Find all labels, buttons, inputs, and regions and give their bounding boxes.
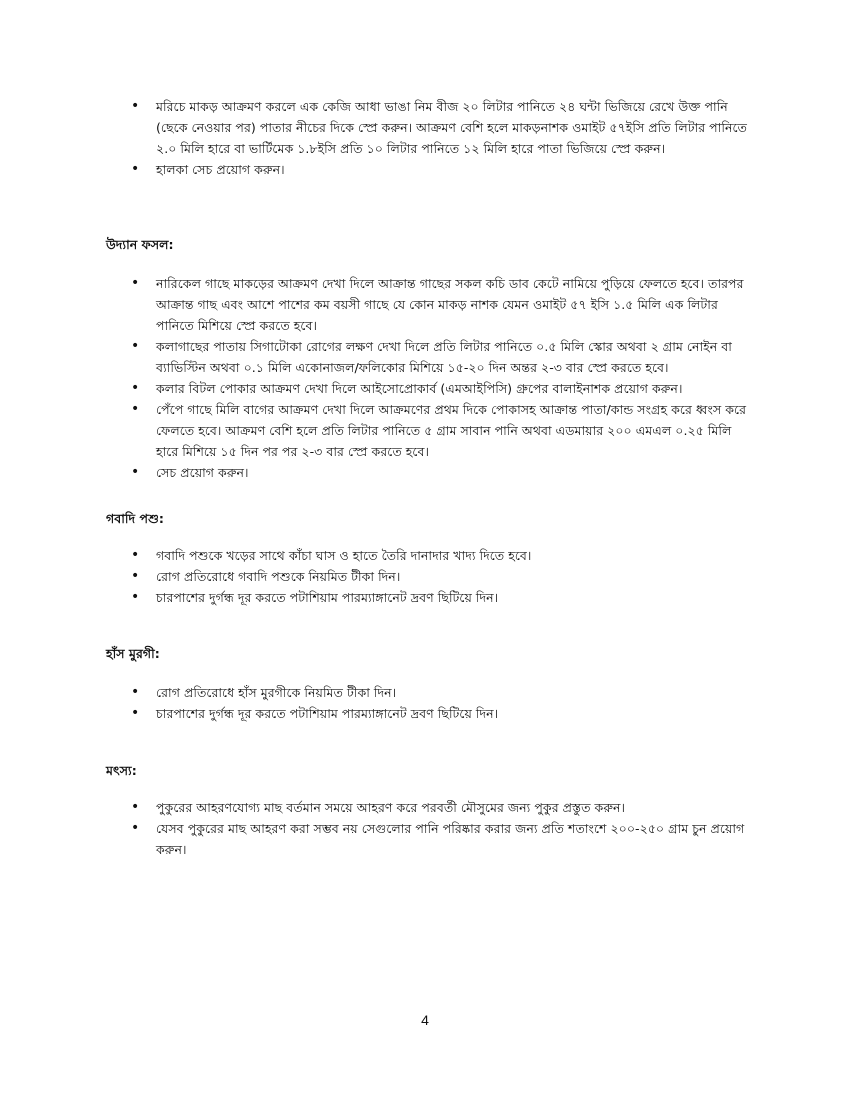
list-item: • কলাগাছের পাতায় সিগাটোকা রোগের লক্ষণ দেখা দিলে প্রতি লিটার পানিতে ০.৫ মিলি স্কোর অথবা ২ গ্রাম নোইন বা ব্যাভিস্টিন অথবা ০.১ মিলি একোনাজল/ফলিকোর মিশিয়ে ১৫-২০ দিন অন্তর ২-৩ বার স্প্রে করতে হবে। [0,336,756,378]
list-item: • হালকা সেচ প্রয়োগ করুন। [0,159,756,180]
list-item: • চারপাশের দুর্গন্ধ দূর করতে পটাশিয়াম পারম্যাঙ্গানেট দ্রবণ ছিটিয়ে দিন। [0,703,756,724]
list-item: • রোগ প্রতিরোধে হাঁস মুরগীকে নিয়মিত টীকা দিন। [0,682,756,703]
list-item: • গবাদি পশুকে খড়ের সাথে কাঁচা ঘাস ও হাতে তৈরি দানাদার খাদ্য দিতে হবে। [0,545,756,566]
list-item: • মরিচে মাকড় আক্রমণ করলে এক কেজি আধা ভাঙা নিম বীজ ২০ লিটার পানিতে ২৪ ঘন্টা ভিজিয়ে রেখে উক্ত পানি (ছেকে নেওয়ার পর) পাতার নীচের দিকে স্প্রে করুন। আক্রমণ বেশি হলে মাকড়নাশক ওমাইট ৫৭ইসি প্রতি লিটার পানিতে ২.০ মিলি হারে বা ভার্টিমেক ১.৮ইসি প্রতি ১০ লিটার পানিতে ১২ মিলি হারে পাতা ভিজিয়ে স্প্রে করুন। [0,96,756,159]
list-item: • সেচ প্রয়োগ করুন। [0,462,756,483]
section-heading-livestock: গবাদি পশু: [106,511,164,526]
livestock-bullet-list [0,545,756,608]
list-item: • কলার বিটল পোকার আক্রমণ দেখা দিলে আইসোপ্রোকার্ব (এমআইপিসি) গ্রুপের বালাইনাশক প্রয়োগ করুন। [0,378,756,399]
section-heading-horticulture: উদ্যান ফসল: [106,237,174,252]
page-number: 4 [421,1012,429,1028]
list-item: • পুকুরের আহরণযোগ্য মাছ বর্তমান সময়ে আহরণ করে পরবর্তী মৌসুমের জন্য পুকুর প্রস্তুত করুন। [0,797,756,818]
fisheries-bullet-list [0,797,756,860]
horticulture-bullet-list [0,273,756,483]
list-item: • যেসব পুকুরের মাছ আহরণ করা সম্ভব নয় সেগুলোর পানি পরিষ্কার করার জন্য প্রতি শতাংশে ২০০-২৫০ গ্রাম চুন প্রয়োগ করুন। [0,818,756,860]
chili-bullet-list [0,96,756,180]
list-item: • পেঁপে গাছে মিলি বাগের আক্রমণ দেখা দিলে আক্রমণের প্রথম দিকে পোকাসহ আক্রান্ত পাতা/কান্ড সংগ্রহ করে ধ্বংস করে ফেলতে হবে। আক্রমণ বেশি হলে প্রতি লিটার পানিতে ৫ গ্রাম সাবান পানি অথবা এডমায়ার ২০০ এমএল ০.২৫ মিলি হারে মিশিয়ে ১৫ দিন পর পর ২-৩ বার স্প্রে করতে হবে। [0,399,756,462]
list-item: • রোগ প্রতিরোধে গবাদি পশুকে নিয়মিত টীকা দিন। [0,566,756,587]
section-heading-fisheries: মৎস্য: [106,763,137,778]
list-item: • নারিকেল গাছে মাকড়ের আক্রমণ দেখা দিলে আক্রান্ত গাছের সকল কচি ডাব কেটে নামিয়ে পুড়িয়ে ফেলতে হবে। তারপর আক্রান্ত গাছ এবং আশে পাশের কম বয়সী গাছে যে কোন মাকড় নাশক যেমন ওমাইট ৫৭ ইসি ১.৫ মিলি এক লিটার পানিতে মিশিয়ে স্প্রে করতে হবে। [0,273,756,336]
section-heading-poultry: হাঁস মুরগী: [106,646,160,661]
list-item: • চারপাশের দুর্গন্ধ দূর করতে পটাশিয়াম পারম্যাঙ্গানেট দ্রবণ ছিটিয়ে দিন। [0,587,756,608]
poultry-bullet-list [0,682,756,724]
